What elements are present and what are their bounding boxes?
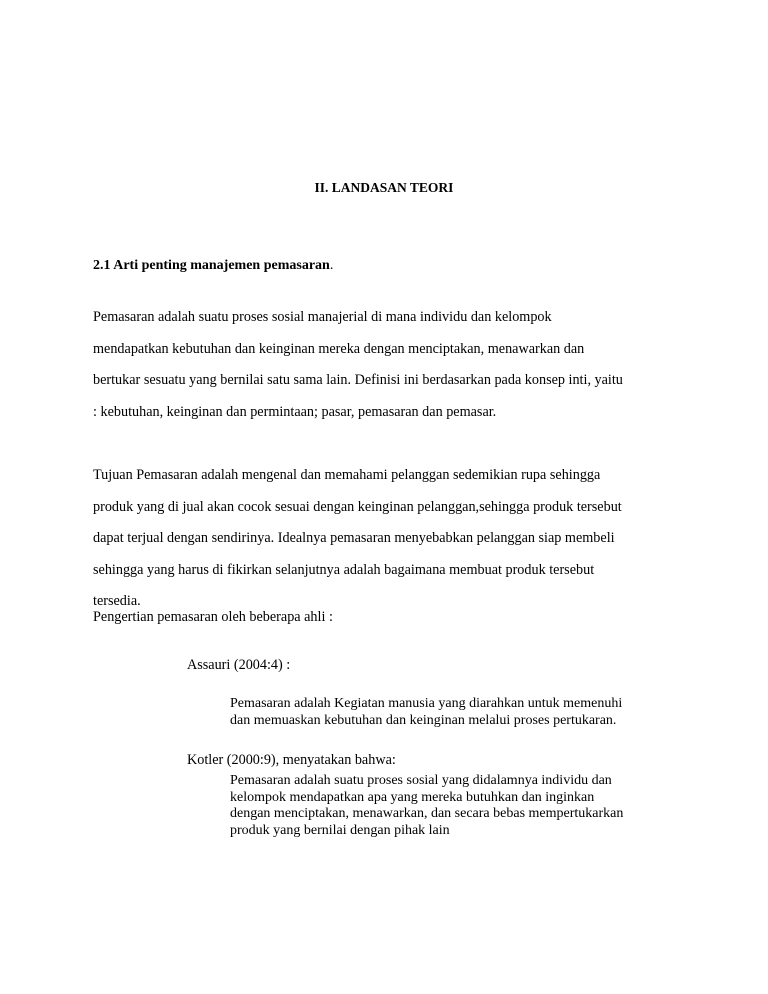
paragraph-line: produk yang di jual akan cocok sesuai dengan keinginan pelanggan,sehingga produk tersebut xyxy=(93,498,622,515)
experts-intro: Pengertian pemasaran oleh beberapa ahli : xyxy=(93,609,333,625)
definition-author: Assauri (2004:4) : xyxy=(187,657,291,673)
quote-line: Pemasaran adalah Kegiatan manusia yang diarahkan untuk memenuhi xyxy=(230,696,623,711)
definition-author: Kotler (2000:9), menyatakan bahwa: xyxy=(187,752,396,768)
quote-line: dan memuaskan kebutuhan dan keinginan melalui proses pertukaran. xyxy=(230,712,617,728)
paragraph-line: mendapatkan kebutuhan dan keinginan mereka dengan menciptakan, menawarkan dan xyxy=(93,340,585,357)
definition-quote xyxy=(230,696,622,729)
quote-line: dengan menciptakan, menawarkan, dan secara bebas mempertukarkan xyxy=(230,806,624,821)
paragraph-line: bertukar sesuatu yang bernilai satu sama lain. Definisi ini berdasarkan pada konsep inti, yaitu xyxy=(93,372,623,388)
quote-line: Pemasaran adalah suatu proses sosial yang didalamnya individu dan xyxy=(230,773,612,788)
definition-quote xyxy=(230,773,623,839)
chapter-title: II. LANDASAN TEORI xyxy=(314,180,454,195)
paragraph-line: dapat terjual dengan sendirinya. Idealnya pemasaran menyebabkan pelanggan siap membeli xyxy=(93,530,615,546)
paragraph-line: Tujuan Pemasaran adalah mengenal dan memahami pelanggan sedemikian rupa sehingga xyxy=(93,467,601,483)
section-title-suffix: . xyxy=(329,258,334,273)
paragraph-definition xyxy=(93,302,693,428)
quote-line: produk yang bernilai dengan pihak lain xyxy=(230,822,450,838)
paragraph-line: tersedia. xyxy=(93,593,141,609)
paragraph-line: sehingga yang harus di fikirkan selanjutnya adalah bagaimana membuat produk tersebut xyxy=(93,561,595,578)
quote-line: kelompok mendapatkan apa yang mereka butuhkan dan inginkan xyxy=(230,789,595,805)
paragraph-line: Pemasaran adalah suatu proses sosial manajerial di mana individu dan kelompok xyxy=(93,309,552,325)
section-title xyxy=(93,258,333,274)
paragraph-line: : kebutuhan, keinginan dan permintaan; pasar, pemasaran dan pemasar. xyxy=(93,403,497,420)
paragraph-purpose xyxy=(93,460,693,618)
section-title-text: 2.1 Arti penting manajemen pemasaran xyxy=(93,258,330,273)
